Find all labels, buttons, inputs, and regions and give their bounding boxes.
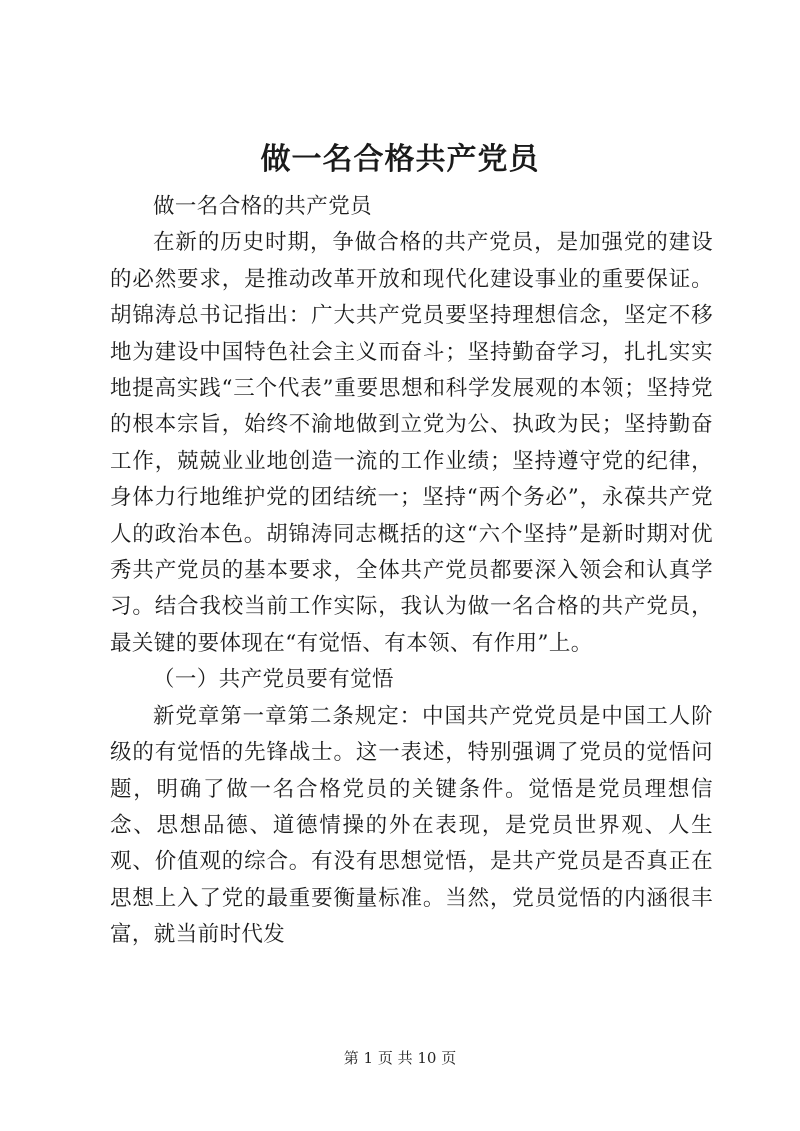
section-heading-1: （一）共产党员要有觉悟 [153,667,394,693]
document-subtitle: 做一名合格的共产党员 [153,194,373,219]
document-body [110,189,713,954]
document-title: 做一名合格共产党员 [260,142,540,177]
paragraph-section-1: 新党章第一章第二条规定：中国共产党党员是中国工人阶级的有觉悟的先锋战士。这一表述，特别强调了党员的觉悟问题，明确了做一名合格党员的关键条件。觉悟是党员理想信念、思想品德、道德情操的外在表现，是党员世界观、人生观、价值观的综合。有没有思想觉悟，是共产党员是否真正在思想上入了党的最重要衡量标准。当然，党员觉悟的内涵很丰富，就当前时代发 [110,703,713,948]
page-footer: 第 1 页 共 10 页 [343,1049,457,1067]
paragraph-intro: 在新的历史时期，争做合格的共产党员，是加强党的建设的必然要求，是推动改革开放和现代化建设事业的重要保证。胡锦涛总书记指出：广大共产党员要坚持理想信念，坚定不移地为建设中国特色社会主义而奋斗；坚持勤奋学习，扎扎实实地提高实践“三个代表”重要思想和科学发展观的本领；坚持党的根本宗旨，始终不渝地做到立党为公、执政为民；坚持勤奋工作，兢兢业业地创造一流的工作业绩；坚持遵守党的纪律，身体力行地维护党的团结统一；坚持“两个务必”，永葆共产党人的政治本色。胡锦涛同志概括的这“六个坚持”是新时期对优秀共产党员的基本要求，全体共产党员都要深入领会和认真学习。结合我校当前工作实际，我认为做一名合格的共产党员，最关键的要体现在“有觉悟、有本领、有作用”上。 [110,230,713,656]
